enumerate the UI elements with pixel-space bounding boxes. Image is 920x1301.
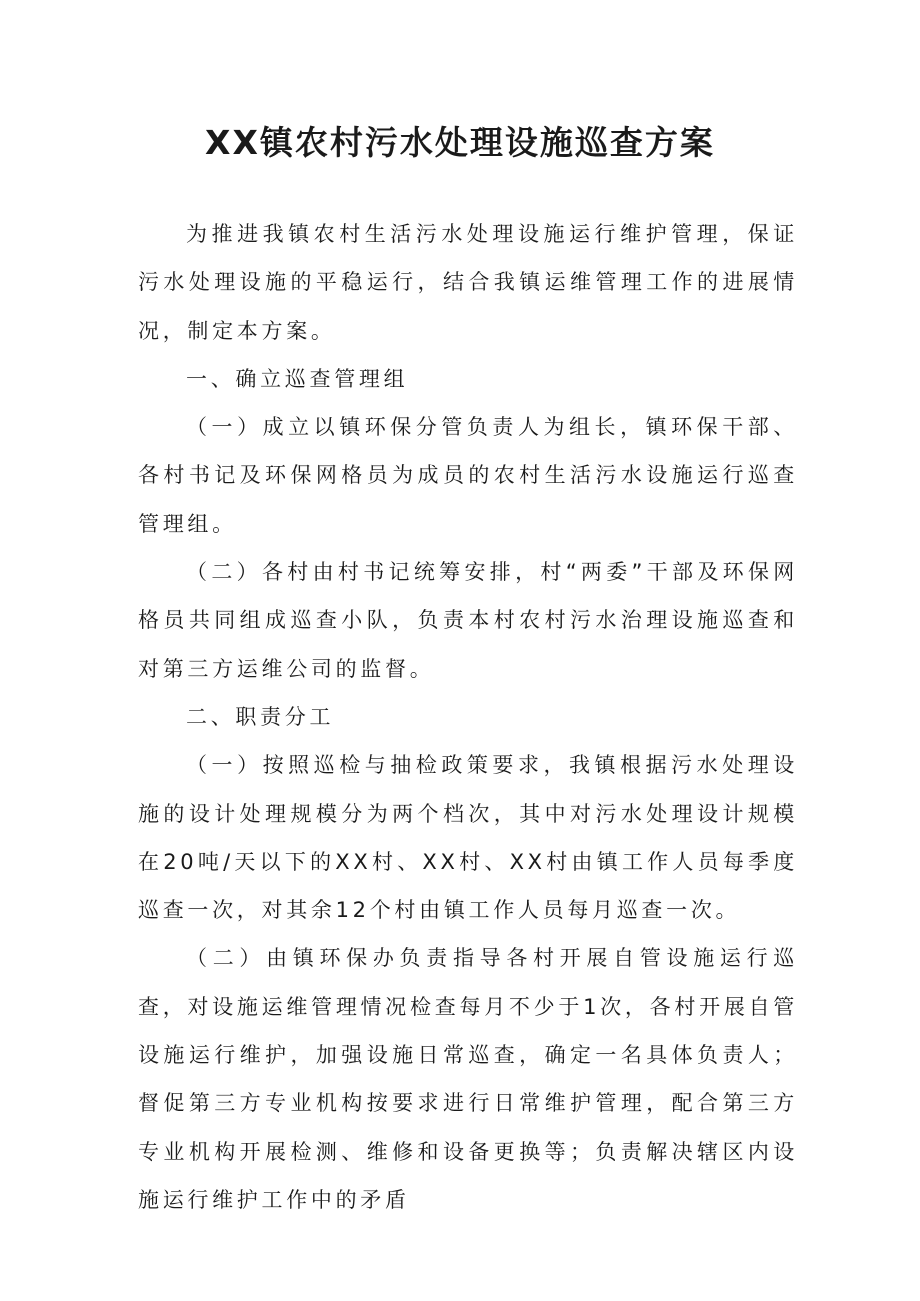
- intro-paragraph: 为推进我镇农村生活污水处理设施运行维护管理，保证污水处理设施的平稳运行，结合我镇运维管理工作的进展情况，制定本方案。: [138, 222, 798, 343]
- section-2-paragraph-2: （二）由镇环保办负责指导各村开展自管设施运行巡查，对设施运维管理情况检查每月不少于1次，各村开展自管设施运行维护，加强设施日常巡查，确定一名具体负责人；督促第三方专业机构按要求进行日常维护管理，配合第三方专业机构开展检测、维修和设备更换等；负责解决辖区内设施运行维护工作中的矛盾: [138, 946, 798, 1212]
- section-1-heading: 一、确立巡查管理组: [186, 366, 409, 391]
- document-title: XX镇农村污水处理设施巡查方案: [205, 123, 715, 162]
- section-1-paragraph-1: （一）成立以镇环保分管负责人为组长，镇环保干部、各村书记及环保网格员为成员的农村生活污水设施运行巡查管理组。: [138, 415, 798, 536]
- section-2-heading: 二、职责分工: [186, 704, 335, 729]
- document-body: [138, 210, 798, 1224]
- section-2-paragraph-1: （一）按照巡检与抽检政策要求，我镇根据污水处理设施的设计处理规模分为两个档次，其中对污水处理设计规模在20吨/天以下的XX村、XX村、XX村由镇工作人员每季度巡查一次，对其余12个村由镇工作人员每月巡查一次。: [138, 753, 798, 923]
- section-1-paragraph-2: （二）各村由村书记统筹安排，村“两委”干部及环保网格员共同组成巡查小队，负责本村农村污水治理设施巡查和对第三方运维公司的监督。: [138, 560, 798, 681]
